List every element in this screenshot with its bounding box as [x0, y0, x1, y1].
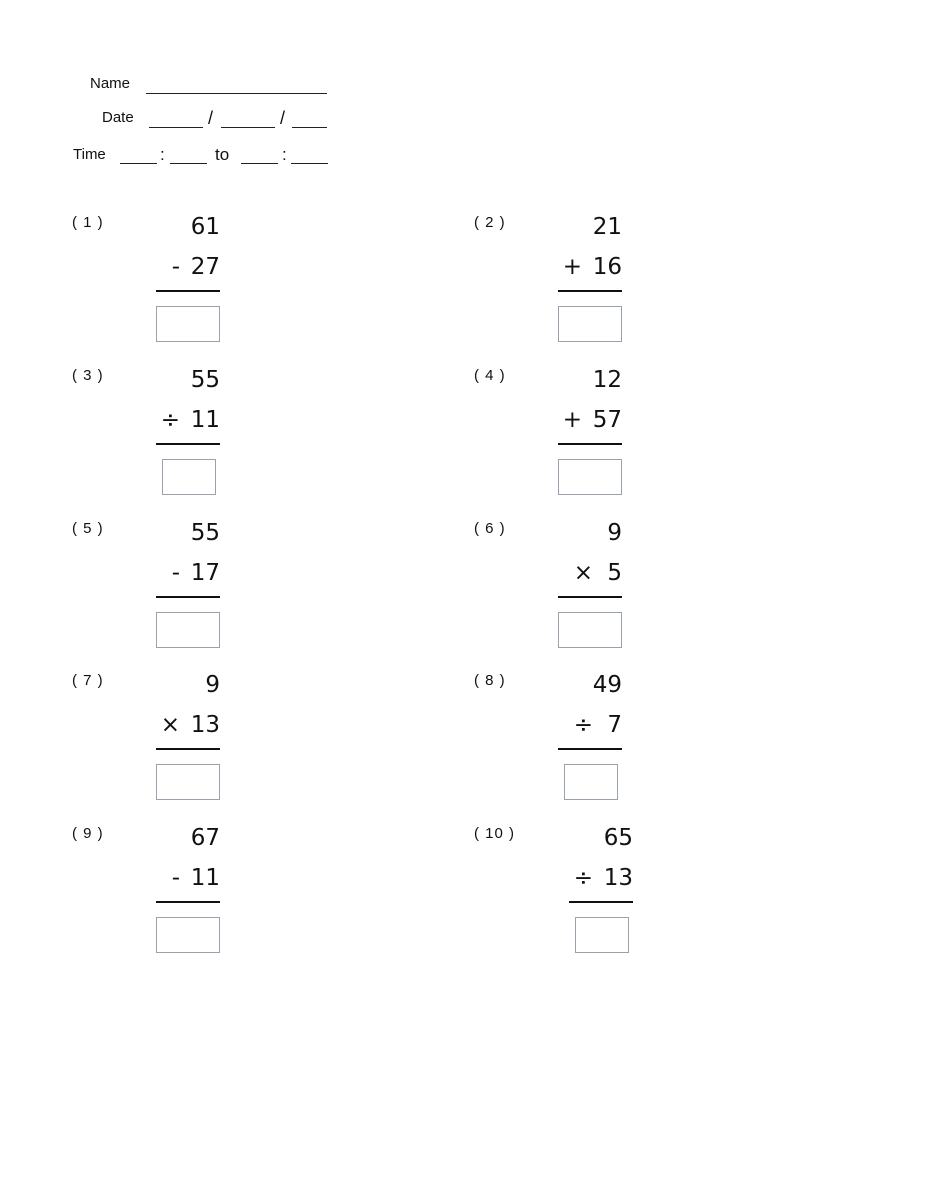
- operator: ×: [573, 560, 593, 586]
- date-month-line[interactable]: [149, 127, 203, 128]
- problem-item: [72, 672, 472, 822]
- problem-number: ( 2 ): [474, 214, 506, 231]
- top-operand: 55: [190, 367, 220, 393]
- equation-rule: [558, 290, 622, 292]
- top-operand: 21: [592, 214, 622, 240]
- answer-box[interactable]: [156, 917, 220, 953]
- time-end-minute-line[interactable]: [291, 163, 328, 164]
- date-day-line[interactable]: [221, 127, 275, 128]
- top-operand: 61: [190, 214, 220, 240]
- date-year-line[interactable]: [292, 127, 327, 128]
- problem-item: [474, 672, 874, 822]
- problem-item: [474, 367, 874, 517]
- bottom-operand: 7: [607, 712, 622, 738]
- problem-number: ( 4 ): [474, 367, 506, 384]
- equation-rule: [558, 443, 622, 445]
- top-operand: 49: [592, 672, 622, 698]
- problem-item: [474, 825, 874, 975]
- problem-item: [474, 520, 874, 670]
- problem-item: [72, 214, 472, 364]
- name-label: Name: [90, 75, 131, 92]
- bottom-operand: 11: [190, 407, 220, 433]
- time-start-hour-line[interactable]: [120, 163, 157, 164]
- time-colon: :: [160, 145, 165, 164]
- operator: ×: [160, 712, 180, 738]
- answer-box[interactable]: [558, 612, 622, 648]
- equation-rule: [156, 596, 220, 598]
- operator: -: [171, 560, 180, 586]
- time-to-label: to: [215, 145, 230, 164]
- operator: +: [562, 407, 582, 433]
- date-separator: /: [280, 108, 286, 128]
- time-label: Time: [73, 146, 106, 163]
- bottom-operand: 13: [190, 712, 220, 738]
- answer-box[interactable]: [575, 917, 629, 953]
- operator: ÷: [160, 407, 180, 433]
- name-line[interactable]: [146, 93, 327, 94]
- problem-item: [474, 214, 874, 364]
- equation-rule: [558, 748, 622, 750]
- answer-box[interactable]: [156, 612, 220, 648]
- top-operand: 55: [190, 520, 220, 546]
- answer-box[interactable]: [156, 306, 220, 342]
- bottom-operand: 57: [592, 407, 622, 433]
- bottom-operand: 13: [603, 865, 633, 891]
- answer-box[interactable]: [156, 764, 220, 800]
- top-operand: 67: [190, 825, 220, 851]
- answer-box[interactable]: [564, 764, 618, 800]
- date-label: Date: [102, 109, 134, 126]
- problem-number: ( 8 ): [474, 672, 506, 689]
- operator: -: [171, 865, 180, 891]
- top-operand: 65: [603, 825, 633, 851]
- time-start-minute-line[interactable]: [170, 163, 207, 164]
- top-operand: 9: [205, 672, 220, 698]
- equation-rule: [156, 901, 220, 903]
- problem-number: ( 5 ): [72, 520, 104, 537]
- problem-item: [72, 520, 472, 670]
- problem-number: ( 6 ): [474, 520, 506, 537]
- equation-rule: [156, 443, 220, 445]
- equation-rule: [558, 596, 622, 598]
- time-end-hour-line[interactable]: [241, 163, 278, 164]
- problem-number: ( 9 ): [72, 825, 104, 842]
- equation-rule: [156, 290, 220, 292]
- bottom-operand: 11: [190, 865, 220, 891]
- date-separator: /: [208, 108, 214, 128]
- bottom-operand: 17: [190, 560, 220, 586]
- problem-item: [72, 367, 472, 517]
- answer-box[interactable]: [162, 459, 216, 495]
- top-operand: 12: [592, 367, 622, 393]
- problem-number: ( 1 ): [72, 214, 104, 231]
- problem-number: ( 7 ): [72, 672, 104, 689]
- equation-rule: [569, 901, 633, 903]
- operator: ÷: [573, 712, 593, 738]
- problem-number: ( 3 ): [72, 367, 104, 384]
- answer-box[interactable]: [558, 459, 622, 495]
- equation-rule: [156, 748, 220, 750]
- bottom-operand: 5: [607, 560, 622, 586]
- bottom-operand: 16: [592, 254, 622, 280]
- operator: -: [171, 254, 180, 280]
- time-colon: :: [282, 145, 287, 164]
- problem-item: [72, 825, 472, 975]
- operator: +: [562, 254, 582, 280]
- bottom-operand: 27: [190, 254, 220, 280]
- top-operand: 9: [607, 520, 622, 546]
- answer-box[interactable]: [558, 306, 622, 342]
- problem-number: ( 10 ): [474, 825, 516, 842]
- operator: ÷: [573, 865, 593, 891]
